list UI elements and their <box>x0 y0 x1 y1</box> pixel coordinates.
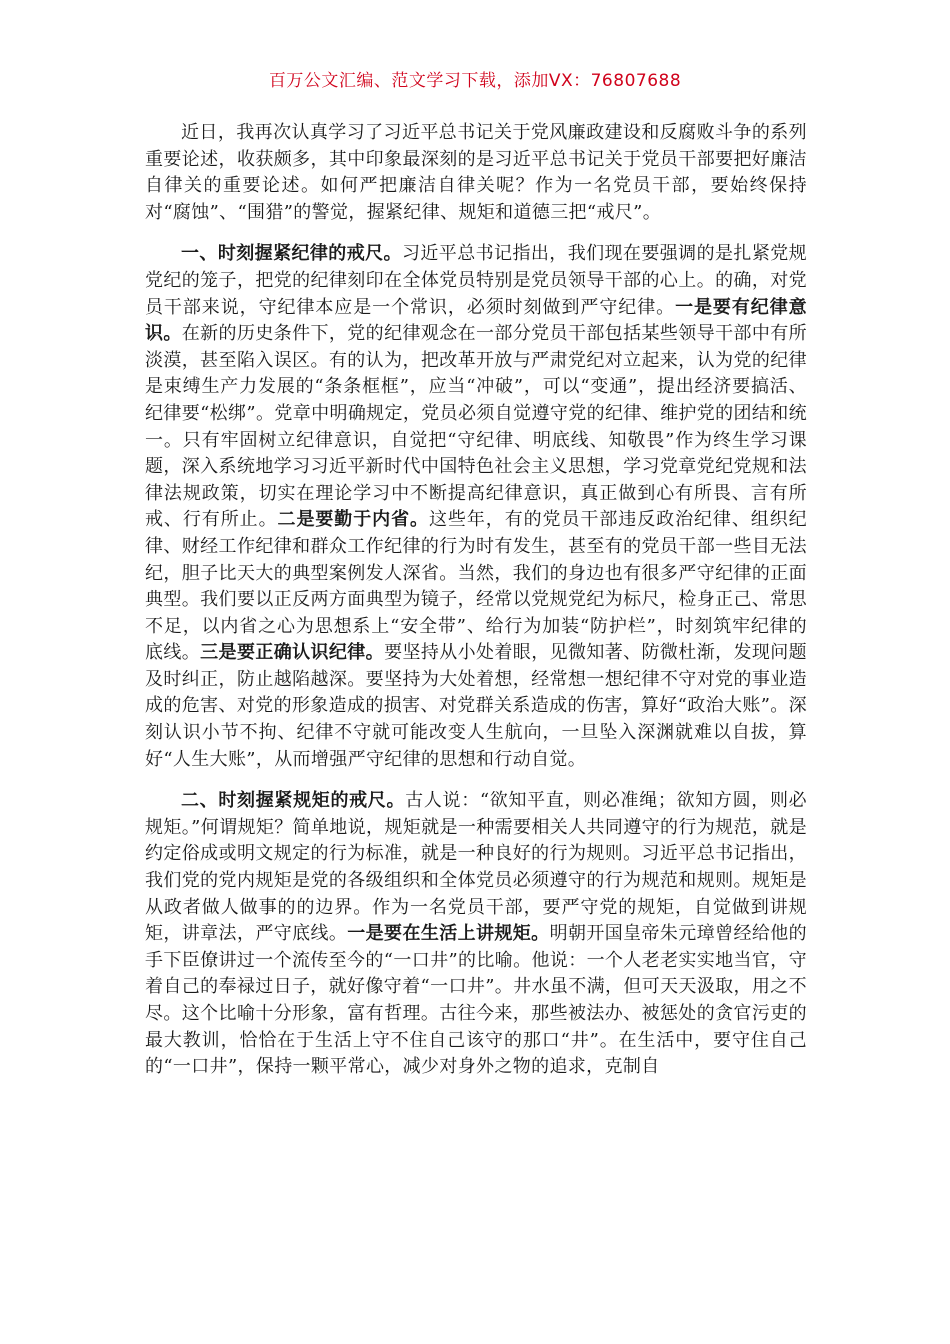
paragraph-discipline <box>145 241 807 773</box>
point-heading: 一是要在生活上讲规矩。 <box>347 923 550 945</box>
text-segment: 在新的历史条件下，党的纪律观念在一部分党员干部包括某些领导干部中有所淡漠，甚至陷入误区。有的认为，把改革开放与严肃党纪对立起来，认为党的纪律是束缚生产力发展的“条条框框”，应当“冲破”，可以“变通”，提出经济要搞活、纪律要“松绑”。党章中明确规定，党员必须自觉遵守党的纪律、维护党的团结和统一。只有牢固树立纪律意识，自觉把“守纪律、明底线、知敬畏”作为终生学习课题，深入系统地学习习近平新时代中国特色社会主义思想，学习党章党纪党规和法律法规政策，切实在理论学习中不断提高纪律意识，真正做到心有所畏、言有所戒、行有所止。 <box>145 323 807 531</box>
text-segment: 明朝开国皇帝朱元璋曾经给他的手下臣僚讲过一个流传至今的“一口井”的比喻。他说：一个人老老实实地当官，守着自己的奉禄过日子，就好像守着“一口井”。井水虽不满，但可天天汲取，用之不尽。这个比喻十分形象，富有哲理。古往今来，那些被法办、被惩处的贪官污吏的最大教训，恰恰在于生活上守不住自己该守的那口“井”。在生活中，要守住自己的“一口井”，保持一颗平常心，减少对身外之物的追求，克制自 <box>145 923 807 1078</box>
point-heading: 三是要正确认识纪律。 <box>200 642 385 664</box>
text-segment: 习近平总书记指出，我们现在要强调的是扎紧党规党纪的笼子，把党的纪律刻印在全体党员特别是党员领导干部的心上。的确，对党员干部来说，守纪律本应是一个常识，必须时刻做到严守纪律。 <box>145 243 807 318</box>
point-heading: 一是要有纪律意识。 <box>145 296 807 345</box>
section-heading: 一、时刻握紧纪律的戒尺。 <box>181 243 402 265</box>
text-segment: 近日，我再次认真学习了习近平总书记关于党风廉政建设和反腐败斗争的系列重要论述，收获颇多，其中印象最深刻的是习近平总书记关于党员干部要把好廉洁自律关的重要论述。如何严把廉洁自律关呢？作为一名党员干部，要始终保持对“腐蚀”、“围猎”的警觉，握紧纪律、规矩和道德三把“戒尺”。 <box>145 122 807 223</box>
text-segment: 这些年，有的党员干部违反政治纪律、组织纪律、财经工作纪律和群众工作纪律的行为时有发生，甚至有的党员干部一些目无法纪，胆子比天大的典型案例发人深省。当然，我们的身边也有很多严守纪律的正面典型。我们要以正反两方面典型为镜子，经常以党规党纪为标尺，检身正己、常思不足，以内省之心为思想系上“安全带”、给行为加装“防护栏”，时刻筑牢纪律的底线。 <box>145 509 807 664</box>
watermark-header: 百万公文汇编、范文学习下载，添加VX：76807688 <box>268 71 682 91</box>
section-heading: 二、时刻握紧规矩的戒尺。 <box>181 790 406 812</box>
paragraph-intro <box>145 120 807 226</box>
point-heading: 二是要勤于内省。 <box>277 509 429 531</box>
paragraph-rules <box>145 788 807 1081</box>
text-segment: 要坚持从小处着眼，见微知著、防微杜渐，发现问题及时纠正，防止越陷越深。要坚持为大处着想，经常想一想纪律不守对党的事业造成的危害、对党的形象造成的损害、对党群关系造成的伤害，算好“政治大账”。深刻认识小节不拘、纪律不守就可能改变人生航向，一旦坠入深渊就难以自拔，算好“人生大账”，从而增强严守纪律的思想和行动自觉。 <box>145 642 807 770</box>
text-segment: 古人说：“欲知平直，则必准绳；欲知方圆，则必规矩。”何谓规矩？简单地说，规矩就是一种需要相关人共同遵守的行为规范，就是约定俗成或明文规定的行为标准，就是一种良好的行为规则。习近平总书记指出，我们党的党内规矩是党的各级组织和全体党员必须遵守的行为规范和规则。规矩是从政者做人做事的的边界。作为一名党员干部，要严守党的规矩，自觉做到讲规矩，讲章法，严守底线。 <box>145 790 808 945</box>
document-body <box>145 120 807 1096</box>
